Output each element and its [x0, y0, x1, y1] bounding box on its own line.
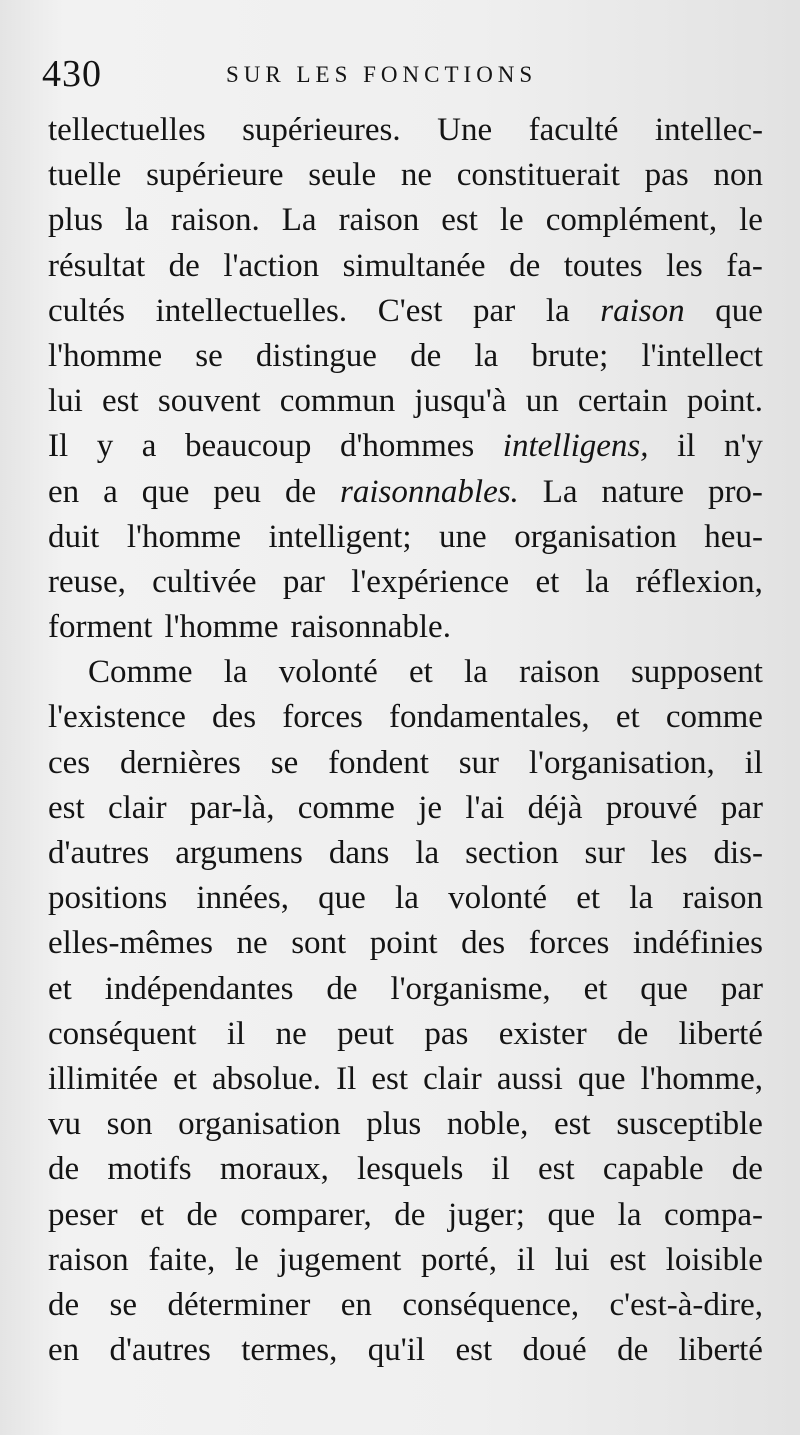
word: dernières: [119, 744, 241, 781]
text-line: [48, 198, 763, 243]
word: lui: [554, 1241, 590, 1278]
word: supérieure: [146, 157, 284, 194]
word: certain: [577, 383, 668, 420]
word: et: [140, 1196, 164, 1233]
word: conséquence,: [402, 1286, 580, 1323]
text-line: [48, 334, 763, 379]
text-line: [48, 650, 763, 695]
word: se: [109, 1286, 138, 1323]
word: forces: [282, 699, 363, 736]
word: dis-: [713, 835, 763, 871]
word: compa-: [664, 1196, 763, 1233]
word: faculté: [528, 112, 619, 148]
word: que: [577, 1060, 626, 1097]
word: en: [48, 473, 80, 510]
word: forment: [48, 609, 153, 646]
word: est: [554, 1106, 591, 1143]
word: d'autres: [48, 835, 150, 871]
word: comparer,: [240, 1196, 372, 1233]
word: le: [499, 202, 524, 239]
word: résultat: [48, 247, 146, 284]
word: a: [103, 473, 118, 510]
word: les: [650, 835, 688, 871]
word: commun: [279, 383, 396, 420]
word: c'est-à-dire,: [609, 1286, 763, 1323]
word: cultivée: [152, 563, 257, 600]
word: lui: [48, 383, 83, 420]
word: que: [318, 880, 366, 917]
word: ne: [275, 1015, 307, 1052]
word: la: [474, 337, 499, 374]
text-line: [48, 605, 763, 650]
word: supérieures.: [242, 112, 401, 148]
word: de: [509, 247, 541, 284]
word: La: [281, 202, 317, 239]
word: Une: [437, 112, 493, 148]
word: point: [369, 925, 438, 962]
word: de: [731, 1151, 763, 1188]
word: des: [212, 699, 257, 736]
text-line: [48, 741, 763, 786]
word: une: [439, 518, 487, 555]
word: plus: [48, 202, 104, 239]
word: d'hommes: [339, 428, 475, 465]
word: peser: [48, 1196, 118, 1233]
word: l'intellect: [641, 337, 763, 374]
word: forces: [528, 925, 610, 962]
text-line: [48, 1328, 763, 1373]
text-line: [48, 831, 763, 876]
word: cultés: [48, 292, 125, 329]
text-line: [48, 1193, 763, 1238]
word: et: [48, 970, 72, 1007]
word: la: [629, 880, 654, 917]
word: volonté: [278, 654, 378, 691]
word: des: [461, 925, 506, 962]
word: l'homme: [126, 518, 241, 555]
text-line: [48, 1057, 763, 1102]
word: positions: [48, 880, 168, 917]
word: et: [408, 654, 433, 691]
word: conséquent: [48, 1015, 197, 1052]
italic-word: raison: [600, 292, 685, 329]
word: prouvé: [605, 789, 698, 826]
word: nature: [601, 473, 684, 510]
word: innées,: [196, 880, 289, 917]
word: fa-: [726, 247, 763, 284]
word: en: [48, 1332, 80, 1369]
word: l'expérience: [351, 563, 510, 600]
word: raison: [682, 880, 763, 917]
word: sur: [458, 744, 500, 781]
word: susceptible: [616, 1106, 763, 1143]
word: fondent: [328, 744, 429, 781]
text-line: [48, 1147, 763, 1192]
word: l'action: [223, 247, 320, 284]
word: porté,: [420, 1241, 498, 1278]
word: et: [535, 563, 560, 600]
word: se: [195, 337, 223, 374]
text-line: [48, 1238, 763, 1283]
word: est: [609, 1241, 647, 1278]
word: section: [465, 835, 559, 871]
word: le: [739, 202, 763, 239]
word: par: [282, 563, 325, 600]
text-line: [48, 786, 763, 831]
text-line: [48, 153, 763, 198]
text-line: [48, 876, 763, 921]
word: clair: [423, 1060, 482, 1097]
word: raisonnable.: [290, 609, 451, 646]
word: de: [617, 1332, 649, 1369]
word: doué: [522, 1332, 587, 1369]
word: de: [48, 1151, 80, 1188]
word: il: [677, 428, 696, 465]
text-line: [48, 967, 763, 1012]
word: point.: [686, 383, 763, 420]
page-header: [40, 52, 760, 102]
word: il: [491, 1151, 510, 1188]
word: que: [715, 292, 763, 329]
word: raison: [519, 654, 600, 691]
word: organisation: [514, 518, 677, 555]
word: aussi: [496, 1060, 563, 1097]
word: distingue: [255, 337, 377, 374]
text-line: [48, 1012, 763, 1057]
page-number: 430: [42, 53, 102, 95]
word: comme: [297, 789, 395, 826]
word: simultanée: [342, 247, 486, 284]
word: de: [394, 1196, 426, 1233]
word: que: [640, 970, 688, 1007]
word: jusqu'à: [414, 383, 507, 420]
word: C'est: [377, 292, 443, 329]
word: pas: [424, 1015, 469, 1052]
word: est: [48, 789, 85, 826]
word: pro-: [707, 473, 763, 510]
word: l'existence: [48, 699, 186, 736]
word: intellec-: [654, 112, 763, 148]
word: termes,: [241, 1332, 338, 1369]
word: pas: [644, 157, 689, 194]
word: duit: [48, 518, 100, 555]
word: qu'il: [367, 1332, 426, 1369]
text-line: [48, 695, 763, 740]
body-text: [48, 108, 763, 1373]
word: en: [340, 1286, 372, 1323]
text-line: [48, 108, 763, 153]
word: déjà: [527, 789, 583, 826]
text-line: [48, 289, 763, 334]
word: se: [270, 744, 299, 781]
word: et: [576, 880, 601, 917]
text-line: [48, 470, 763, 515]
word: d'autres: [109, 1332, 211, 1369]
word: de: [617, 1015, 649, 1052]
word: les: [666, 247, 703, 284]
word: l'organisation,: [528, 744, 715, 781]
word: peu: [213, 473, 261, 510]
word: le: [234, 1241, 259, 1278]
word: que: [547, 1196, 596, 1233]
italic-word: raisonnables.: [340, 473, 519, 510]
word: complément,: [545, 202, 718, 239]
word: de: [284, 473, 317, 510]
word: il: [226, 1015, 246, 1052]
text-line: [48, 1283, 763, 1328]
word: plus: [366, 1106, 422, 1143]
word: Il: [48, 428, 69, 465]
word: de: [410, 337, 442, 374]
word: je: [418, 789, 443, 826]
word: il: [744, 744, 763, 781]
word: la: [395, 880, 419, 917]
word: clair: [107, 789, 167, 826]
text-line: [48, 379, 763, 424]
word: est: [455, 1332, 493, 1369]
word: de: [48, 1286, 80, 1323]
word: loisible: [665, 1241, 763, 1278]
italic-word: intelligens,: [502, 428, 649, 465]
word: beaucoup: [184, 428, 312, 465]
word: heu-: [704, 518, 763, 555]
text-line: [48, 424, 763, 469]
word: sur: [584, 835, 625, 871]
word: tuelle: [48, 157, 122, 194]
word: liberté: [678, 1332, 763, 1369]
word: faite,: [148, 1241, 216, 1278]
word: indépendantes: [104, 970, 294, 1007]
word: intelligent;: [268, 518, 412, 555]
word: capable: [602, 1151, 704, 1188]
word: ne: [400, 157, 433, 194]
word: noble,: [446, 1106, 529, 1143]
word: la: [545, 292, 570, 329]
word: liberté: [678, 1015, 763, 1052]
word: tellectuelles: [48, 112, 206, 148]
word: moraux,: [219, 1151, 329, 1188]
word: par-là,: [189, 789, 275, 826]
word: reuse,: [48, 563, 126, 600]
word: l'organisme,: [390, 970, 551, 1007]
word: motifs: [107, 1151, 192, 1188]
word: souvent: [157, 383, 261, 420]
word: raison: [338, 202, 420, 239]
word: l'homme: [164, 609, 279, 646]
word: exister: [498, 1015, 587, 1052]
word: seule: [308, 157, 377, 194]
word: la: [415, 835, 440, 871]
word: La: [542, 473, 578, 510]
word: est: [102, 383, 139, 420]
word: illimitée: [48, 1060, 158, 1097]
word: lesquels: [357, 1151, 464, 1188]
word: organisation: [178, 1106, 341, 1143]
word: supposent: [630, 654, 763, 691]
word: de: [168, 247, 200, 284]
word: par: [473, 292, 516, 329]
word: l'ai: [465, 789, 505, 826]
word: la: [617, 1196, 642, 1233]
word: a: [141, 428, 157, 465]
word: volonté: [448, 880, 548, 917]
word: par: [720, 970, 763, 1007]
word: la: [125, 202, 149, 239]
word: ces: [48, 744, 91, 781]
word: est: [538, 1151, 575, 1188]
word: dans: [328, 835, 390, 871]
word: n'y: [723, 428, 763, 465]
word: est: [441, 202, 478, 239]
word: fondamentales,: [388, 699, 590, 736]
word: il: [516, 1241, 536, 1278]
word: et: [173, 1060, 197, 1097]
word: Il: [336, 1060, 357, 1097]
running-head: SUR LES FONCTIONS: [226, 62, 538, 87]
word: sont: [291, 925, 347, 962]
word: elles-mêmes: [48, 925, 213, 962]
word: et: [615, 699, 640, 736]
word: constituerait: [456, 157, 620, 194]
word: y: [96, 428, 114, 465]
word: juger;: [447, 1196, 525, 1233]
text-line: [48, 515, 763, 560]
word: l'homme: [48, 337, 163, 374]
text-line: [48, 560, 763, 605]
word: par: [720, 789, 763, 826]
word: non: [713, 157, 763, 194]
word: déterminer: [167, 1286, 311, 1323]
word: intellectuelles.: [155, 292, 348, 329]
word: toutes: [563, 247, 643, 284]
word: peut: [337, 1015, 394, 1052]
word: est: [371, 1060, 409, 1097]
text-line: [48, 921, 763, 966]
word: que: [141, 473, 190, 510]
word: jugement: [278, 1241, 402, 1278]
word: Comme: [88, 654, 193, 691]
word: raison: [48, 1241, 129, 1278]
text-line: [48, 1102, 763, 1147]
word: la: [585, 563, 610, 600]
word: indéfinies: [632, 925, 763, 962]
word: raison.: [170, 202, 260, 239]
text-line: [48, 244, 763, 289]
word: de: [186, 1196, 218, 1233]
word: la: [223, 654, 248, 691]
word: brute;: [531, 337, 609, 374]
word: l'homme,: [640, 1060, 763, 1097]
word: la: [464, 654, 488, 691]
word: absolue.: [211, 1060, 322, 1097]
word: comme: [665, 699, 763, 736]
word: vu: [48, 1106, 81, 1143]
word: de: [326, 970, 358, 1007]
word: réflexion,: [635, 563, 763, 600]
word: et: [583, 970, 608, 1007]
word: argumens: [175, 835, 303, 871]
word: son: [106, 1106, 153, 1143]
word: ne: [236, 925, 268, 962]
word: un: [525, 383, 559, 420]
